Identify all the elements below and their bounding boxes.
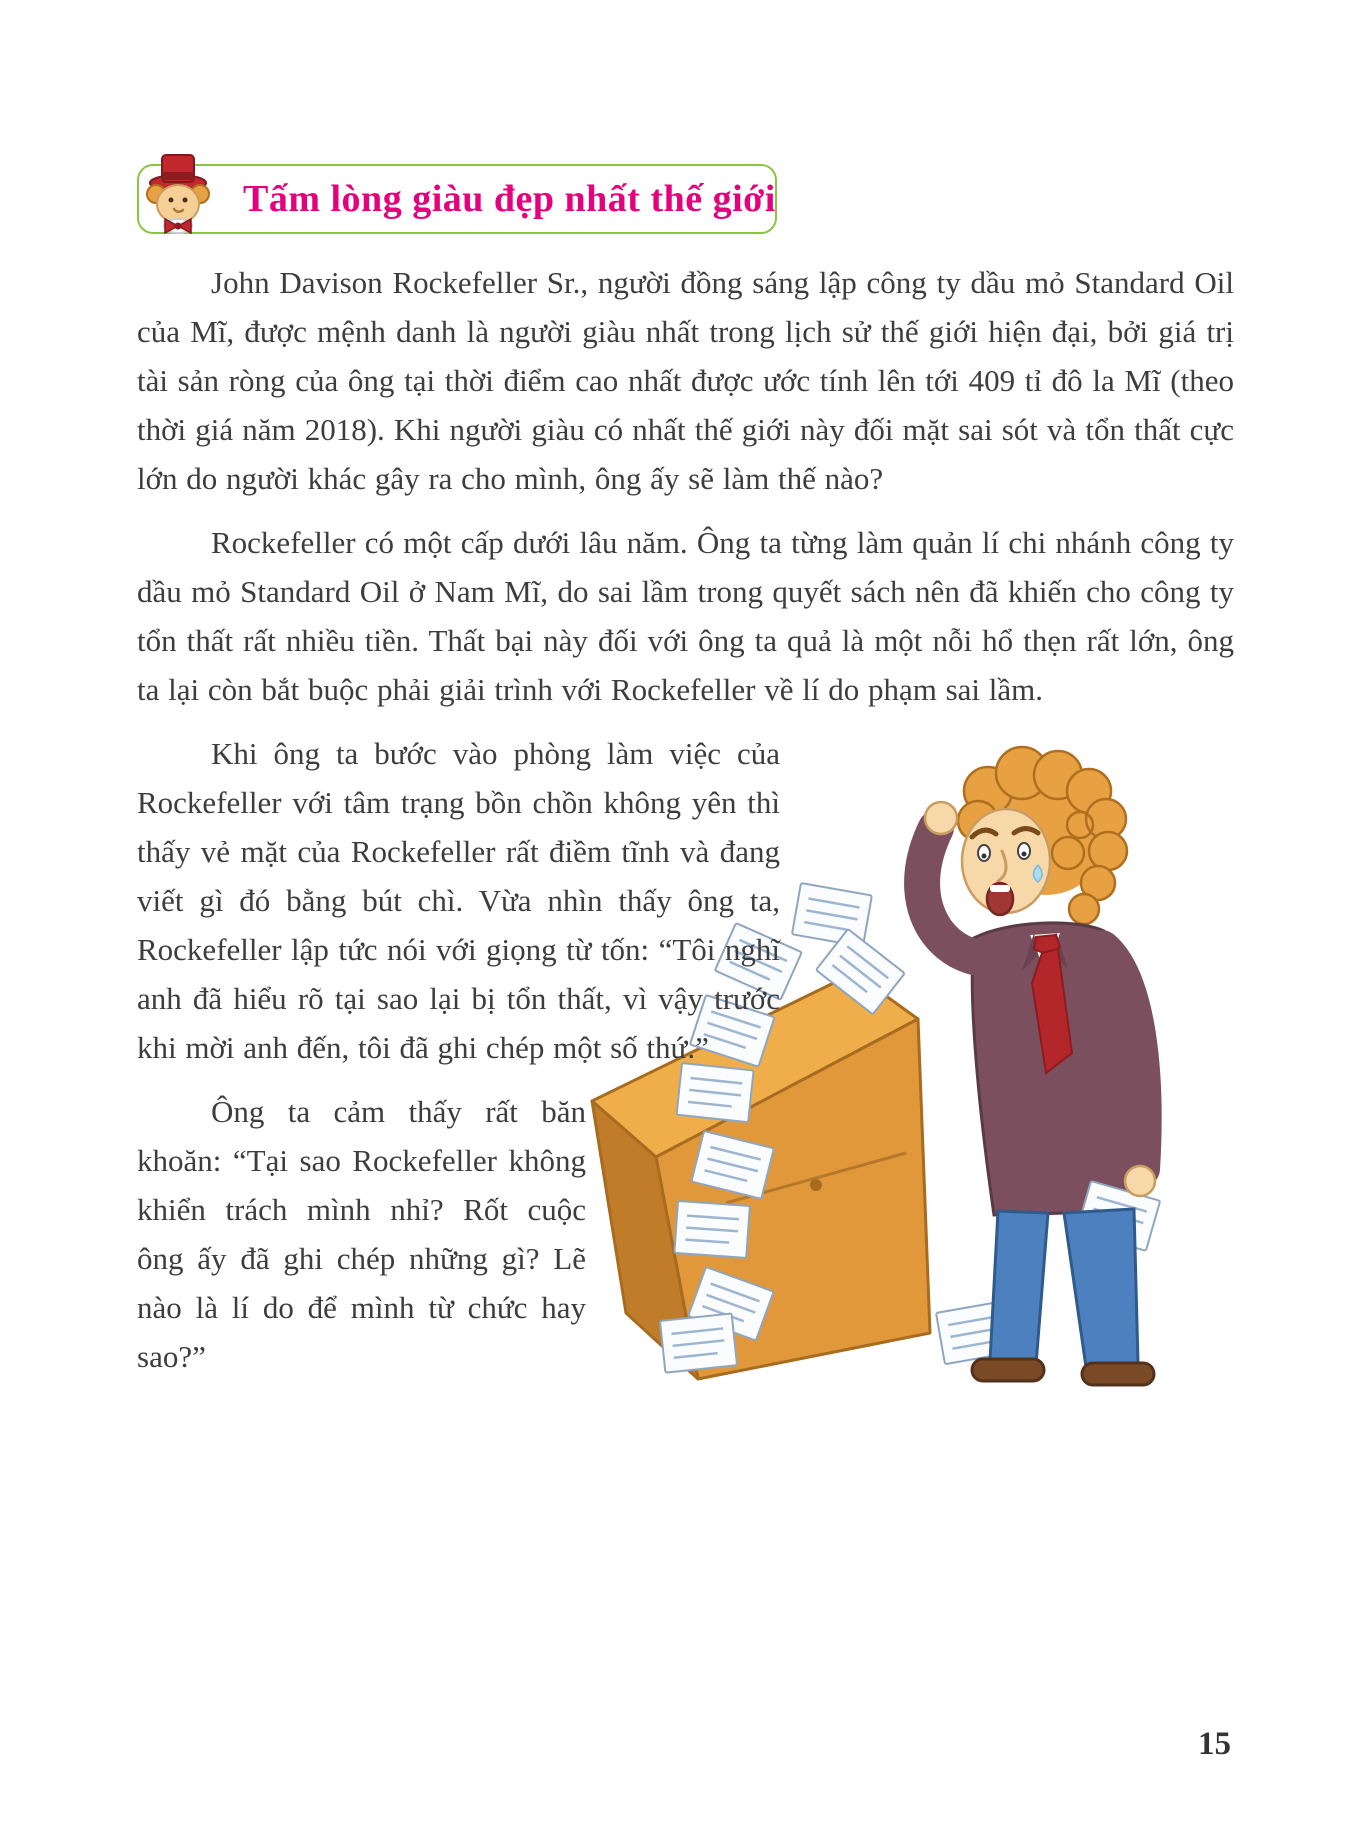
mascot-icon <box>131 150 225 244</box>
page-content <box>137 0 1234 1405</box>
paragraph-2: Rockefeller có một cấp dưới lâu năm. Ông ta từng làm quản lí chi nhánh công ty dầu mỏ Standard Oil ở Nam Mĩ, do sai lầm trong quyết sách nên đã khiến cho công ty tổn thất rất nhiều tiền. Thất bại này đối với ông ta quả là một nỗi hổ thẹn rất lớn, ông ta lại còn bắt buộc phải giải trình với Rockefeller về lí do phạm sai lầm. <box>137 525 1234 707</box>
pants <box>990 1209 1138 1367</box>
chapter-header <box>137 158 1234 236</box>
page-title: Tấm lòng giàu đẹp nhất thế giới <box>243 178 776 220</box>
worried-face <box>962 809 1050 915</box>
page-number: 15 <box>1198 1726 1231 1762</box>
man-character <box>922 747 1160 1385</box>
hand-with-paper <box>1125 1166 1155 1196</box>
title-box <box>137 164 777 234</box>
paragraph-1: John Davison Rockefeller Sr., người đồng sáng lập công ty dầu mỏ Standard Oil của Mĩ, được mệnh danh là người giàu nhất trong lịch sử thế giới hiện đại, bởi giá trị tài sản ròng của ông tại thời điểm cao nhất được ước tính lên tới 409 tỉ đô la Mĩ (theo thời giá năm 2018). Khi người giàu có nhất thế giới này đối mặt sai sót và tổn thất cực lớn do người khác gây ra cho mình, ông ấy sẽ làm thế nào? <box>137 265 1234 496</box>
paragraph-3: Khi ông ta bước vào phòng làm việc của Rockefeller với tâm trạng bồn chồn không yên thì thấy vẻ mặt của Rockefeller rất điềm tĩnh và đang viết gì đó bằng bút chì. Vừa nhìn thấy ông ta, Rockefeller lập tức nói với giọng từ tốn: “Tôi nghĩ anh đã hiểu rõ tại sao lại bị tổn thất, vì vậy trước khi mời anh đến, tôi đã ghi chép một số thứ.” <box>137 736 780 1065</box>
hand-on-head <box>925 802 957 834</box>
paragraph-4: Ông ta cảm thấy rất băn khoăn: “Tại sao Rockefeller không khiển trách mình nhỉ? Rốt cuộc ông ấy đã ghi chép những gì? Lẽ nào là lí do để mình từ chức hay sao?” <box>137 1094 586 1374</box>
shoes <box>972 1359 1154 1385</box>
